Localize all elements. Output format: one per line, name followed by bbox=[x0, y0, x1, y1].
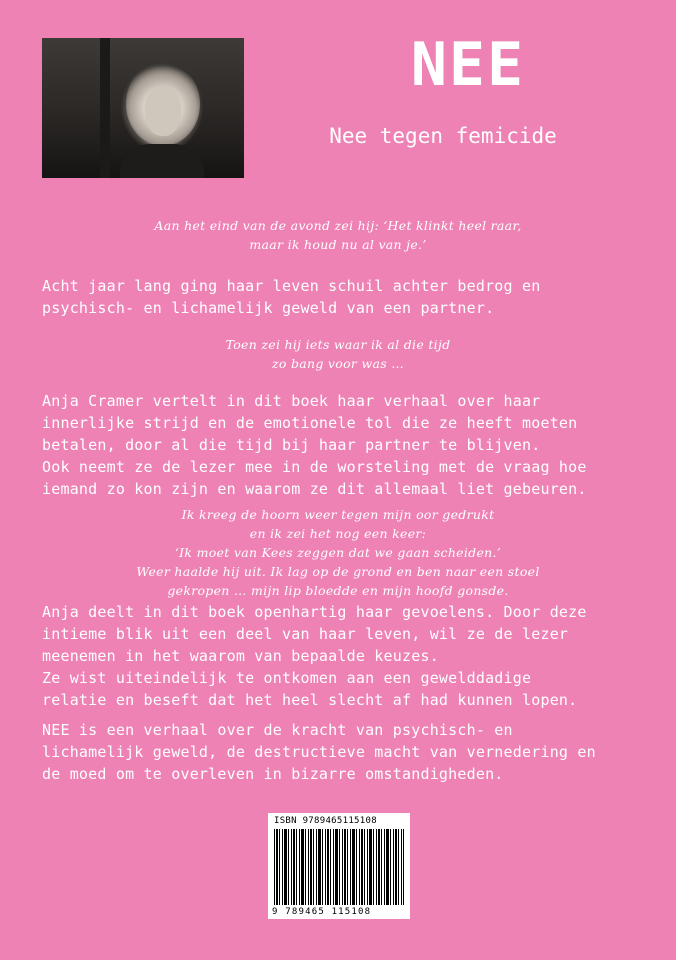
paragraph-line: NEE is een verhaal over de kracht van psychisch- en bbox=[42, 721, 513, 739]
paragraph-line: intieme blik uit een deel van haar leven, wil ze de lezer bbox=[42, 625, 569, 643]
isbn-label: ISBN 9789465115108 bbox=[274, 816, 377, 826]
paragraph-2 bbox=[42, 390, 642, 500]
quote-3 bbox=[60, 505, 616, 600]
author-shirt bbox=[120, 144, 204, 178]
paragraph-line: Ook neemt ze de lezer mee in de worsteling met de vraag hoe bbox=[42, 458, 587, 476]
quote-1 bbox=[60, 216, 616, 254]
paragraph-3 bbox=[42, 601, 642, 711]
paragraph-1 bbox=[42, 275, 642, 319]
paragraph-line: innerlijke strijd en de emotionele tol die ze heeft moeten bbox=[42, 414, 578, 432]
paragraph-line: iemand zo kon zijn en waarom ze dit allemaal liet gebeuren. bbox=[42, 480, 587, 498]
author-photo bbox=[42, 38, 244, 178]
paragraph-4 bbox=[42, 719, 642, 785]
quote-line: zo bang voor was … bbox=[271, 356, 405, 371]
quote-line: gekropen … mijn lip bloedde en mijn hoofd gonsde. bbox=[167, 583, 509, 598]
quote-line: Toen zei hij iets waar ik al die tijd bbox=[225, 337, 451, 352]
author-face bbox=[145, 86, 181, 136]
quote-line: en ik zei het nog een keer: bbox=[249, 526, 427, 541]
paragraph-line: de moed om te overleven in bizarre omstandigheden. bbox=[42, 765, 504, 783]
paragraph-line: Anja deelt in dit boek openhartig haar gevoelens. Door deze bbox=[42, 603, 587, 621]
barcode-digits: 9 789465 115108 bbox=[272, 907, 372, 917]
isbn-barcode bbox=[268, 813, 410, 919]
paragraph-line: lichamelijk geweld, de destructieve macht van vernedering en bbox=[42, 743, 596, 761]
quote-line: Ik kreeg de hoorn weer tegen mijn oor gedrukt bbox=[181, 507, 495, 522]
quote-line: maar ik houd nu al van je.’ bbox=[249, 237, 427, 252]
book-subtitle: Nee tegen femicide bbox=[329, 124, 557, 148]
paragraph-line: relatie en beseft dat het heel slecht af had kunnen lopen. bbox=[42, 691, 578, 709]
book-title: NEE bbox=[410, 30, 526, 100]
paragraph-line: psychisch- en lichamelijk geweld van een partner. bbox=[42, 299, 495, 317]
photo-background-post bbox=[100, 38, 110, 178]
quote-line: Weer haalde hij uit. Ik lag op de grond en ben naar een stoel bbox=[136, 564, 540, 579]
paragraph-line: betalen, door al die tijd bij haar partner te blijven. bbox=[42, 436, 541, 454]
quote-line: Aan het eind van de avond zei hij: ‘Het klinkt heel raar, bbox=[154, 218, 522, 233]
paragraph-line: Ze wist uiteindelijk te ontkomen aan een gewelddadige bbox=[42, 669, 532, 687]
paragraph-line: meenemen in het waarom van bepaalde keuzes. bbox=[42, 647, 439, 665]
paragraph-line: Anja Cramer vertelt in dit boek haar verhaal over haar bbox=[42, 392, 541, 410]
barcode-bars bbox=[274, 829, 404, 905]
quote-2 bbox=[60, 335, 616, 373]
quote-line: ‘Ik moet van Kees zeggen dat we gaan scheiden.’ bbox=[174, 545, 502, 560]
paragraph-line: Acht jaar lang ging haar leven schuil achter bedrog en bbox=[42, 277, 541, 295]
